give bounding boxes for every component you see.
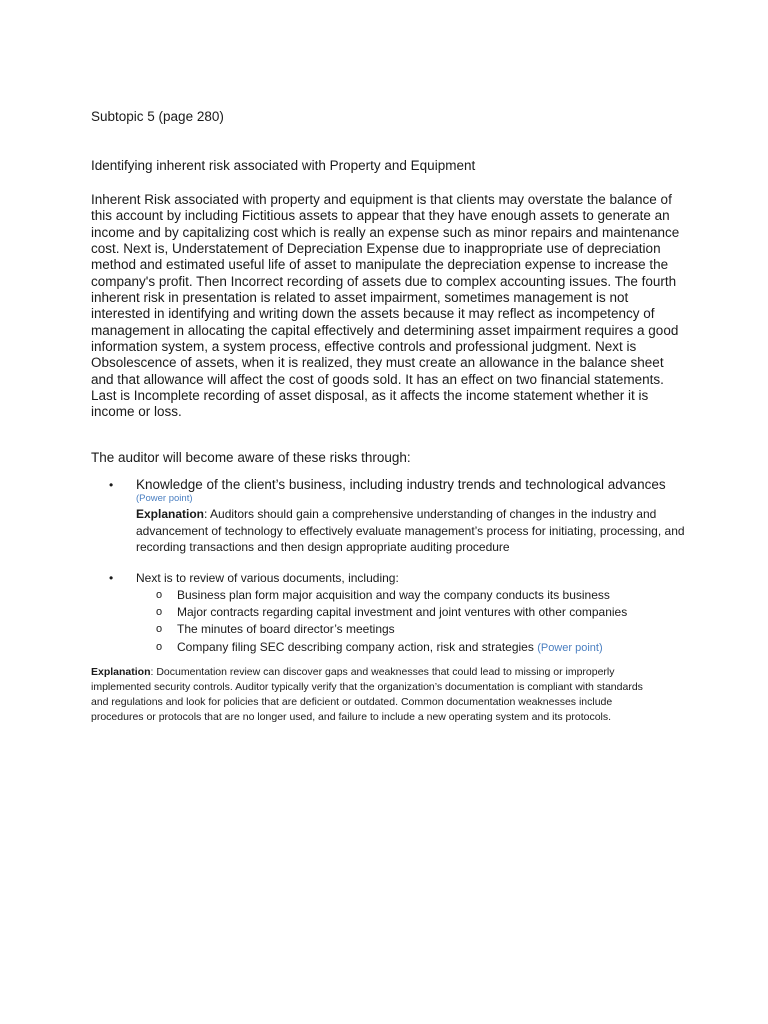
power-point-link[interactable]: (Power point): [136, 493, 193, 504]
subitem-glyph: o: [156, 606, 163, 619]
power-point-link[interactable]: (Power point): [537, 641, 603, 654]
subitem-glyph: o: [156, 623, 163, 636]
subtopic-label: Subtopic 5 (page 280): [91, 109, 224, 124]
section-heading: Identifying inherent risk associated with Property and Equipment: [91, 158, 476, 173]
explanation-paragraph: [136, 506, 691, 556]
list-item: [136, 621, 691, 638]
bullet-glyph: •: [109, 478, 114, 492]
explanation-text: : Documentation review can discover gaps and weaknesses that could lead to missing or improperly implemented security controls. Auditor typically verify that the organization’s documentation is compliant with standards and regulations and look for policies that are deficient or outdated. Common documentation weaknesses include procedures or protocols that are no longer used, and failure to include a new operating system and its protocols.: [91, 666, 643, 723]
explanation-label: Explanation: [136, 507, 205, 521]
subitem-text: Company filing SEC describing company action, risk and strategies: [177, 639, 534, 654]
bullet-text: Next is to review of various documents, including:: [136, 571, 399, 585]
list-item: [136, 639, 691, 657]
list-item: [136, 587, 691, 604]
bullet-glyph: •: [109, 571, 114, 585]
document-sublist: [136, 587, 691, 657]
subitem-text: The minutes of board director’s meetings: [177, 622, 395, 637]
awareness-intro: The auditor will become aware of these risks through:: [91, 450, 411, 465]
subitem-text: Major contracts regarding capital investment and joint ventures with other companies: [177, 605, 628, 620]
list-item: [136, 604, 691, 621]
explanation-label: Explanation: [91, 666, 151, 678]
subitem-glyph: o: [156, 640, 163, 653]
final-explanation: [91, 665, 651, 725]
explanation-text: : Auditors should gain a comprehensive understanding of changes in the industry and advancement of technology to effectively evaluate management’s process for initiating, processing, and recording transactions and then design appropriate auditing procedure: [136, 507, 685, 555]
intro-paragraph: Inherent Risk associated with property and equipment is that clients may overstate the balance of this account by including Fictitious assets to appear that they have enough assets to generate an income and by capitalizing cost which is really an expense such as minor repairs and maintenance cost. Next is, Understatement of Depreciation Expense due to inappropriate use of depreciation method and estimated useful life of asset to manipulate the depreciation expense to increase the company's profit. Then Incorrect recording of assets due to complex accounting issues. The fourth inherent risk in presentation is related to asset impairment, sometimes management is not interested in identifying and writing down the assets because it may reflect as incompetency of management in allocating the capital effectively and determining asset impairment requires a good information system, a system process, effective controls and professional judgment. Next is Obsolescence of assets, when it is realized, they must create an allowance in the balance sheet and that allowance will affect the cost of goods sold. It has an effect on two financial statements. Last is Incomplete recording of asset disposal, as it affects the income statement whether it is income or loss.: [91, 192, 680, 420]
bullet-text: Knowledge of the client’s business, including industry trends and technological advances: [136, 477, 666, 492]
subitem-glyph: o: [156, 589, 163, 601]
subitem-text: Business plan form major acquisition and way the company conducts its business: [177, 588, 610, 602]
